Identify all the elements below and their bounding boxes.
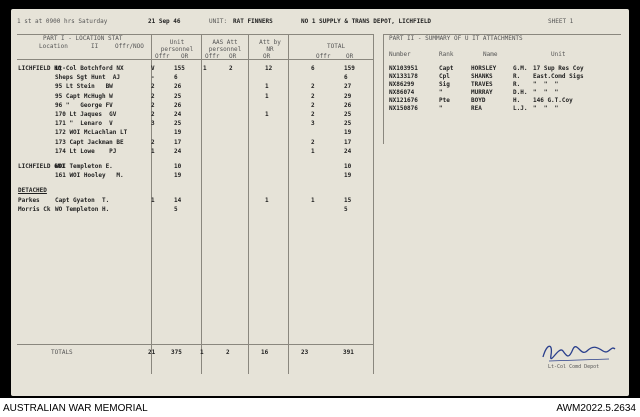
att-initials: R. bbox=[513, 81, 521, 88]
row-ii: 2 bbox=[151, 92, 155, 100]
row-unit-or: 26 bbox=[174, 101, 182, 109]
row-unit-or: 26 bbox=[174, 83, 182, 91]
rule-col-4 bbox=[288, 34, 289, 374]
totals-unit-or: 375 bbox=[171, 349, 182, 356]
row-unit-or: 19 bbox=[174, 172, 182, 180]
row-unit-or: 17 bbox=[174, 138, 182, 146]
row-total-offr: 1 bbox=[311, 196, 315, 204]
att-name: TRAVES bbox=[471, 81, 493, 88]
date: 21 Sep 46 bbox=[148, 18, 181, 25]
totals-att-or: 2 bbox=[226, 349, 230, 356]
row-unit-or: 25 bbox=[174, 92, 182, 100]
col-total-offr: Offr bbox=[316, 53, 331, 60]
totals-offr: 23 bbox=[301, 349, 309, 356]
att-number: NX86074 bbox=[389, 89, 415, 96]
row-unit-or: 5 bbox=[174, 205, 178, 213]
row-name: Lt-Col Botchford NX bbox=[55, 65, 124, 72]
att-rank: Sig bbox=[439, 81, 450, 88]
row-ii: 1 bbox=[151, 147, 155, 155]
row-ii: 1 bbox=[151, 196, 155, 204]
att-name: REA bbox=[471, 105, 482, 112]
row-total-offr: 2 bbox=[311, 83, 315, 91]
row-name: 96 " George FV bbox=[55, 101, 113, 109]
row-name: 95 Lt Stein BW bbox=[55, 83, 113, 91]
col-rank: Rank bbox=[439, 51, 454, 58]
row-total-offr: 2 bbox=[311, 101, 315, 109]
row-total-offr: 1 bbox=[311, 147, 315, 155]
row-name: 174 Lt Lowe PJ bbox=[55, 147, 117, 155]
att-initials: D.H. bbox=[513, 89, 528, 96]
row-unit-or: 25 bbox=[174, 120, 182, 128]
row-name: Capt Gyaton T. bbox=[55, 196, 110, 204]
row-ii: 2 bbox=[151, 101, 155, 109]
col-location: Location bbox=[39, 43, 68, 50]
row-name: 161 WOI Hooley M. bbox=[55, 172, 124, 180]
col-name: Name bbox=[483, 51, 498, 58]
row-name: 173 Capt Jackman BE bbox=[55, 138, 124, 146]
unit-label: UNIT: bbox=[209, 18, 228, 25]
row-total-or: 27 bbox=[344, 83, 352, 91]
row-name: 171 " Lenaro V bbox=[55, 120, 113, 128]
totals-att-offr: 1 bbox=[200, 349, 204, 356]
row-unit-or: 155 bbox=[174, 65, 185, 72]
row-unit-or: 6 bbox=[174, 74, 178, 82]
row-att-or: 2 bbox=[229, 65, 233, 72]
row-location: Parkes bbox=[18, 196, 40, 204]
att-initials: G.M. bbox=[513, 65, 528, 72]
att-initials: H. bbox=[513, 97, 521, 104]
row-att-by: 12 bbox=[265, 65, 273, 72]
footer-accession: AWM2022.5.2634 bbox=[556, 403, 636, 414]
att-number: NX133178 bbox=[389, 73, 418, 80]
row-ii: 3 bbox=[151, 120, 155, 128]
att-unit: " " " bbox=[533, 81, 559, 88]
col-att-or: OR bbox=[229, 53, 237, 60]
col-unit: Unit bbox=[551, 51, 566, 58]
row-ii: 2 bbox=[151, 138, 155, 146]
att-name: BOYD bbox=[471, 97, 486, 104]
rule-col-5 bbox=[373, 34, 374, 374]
col-number: Number bbox=[389, 51, 411, 58]
col-unit-offr: Offr bbox=[155, 53, 170, 60]
part2-title: PART II - SUMMARY OF U IT ATTACHMENTS bbox=[389, 35, 523, 42]
row-unit-or: 10 bbox=[174, 163, 182, 170]
row-total-offr: 3 bbox=[311, 120, 315, 128]
row-total-offr: 2 bbox=[311, 111, 315, 118]
row-total-or: 19 bbox=[344, 129, 352, 137]
att-initials: L.J. bbox=[513, 105, 528, 112]
col-offr: Offr/NOO bbox=[115, 43, 144, 50]
att-initials: R. bbox=[513, 73, 521, 80]
row-att-offr: 1 bbox=[203, 65, 207, 72]
row-unit-or: 24 bbox=[174, 147, 182, 155]
row-ii: 2 bbox=[151, 83, 155, 91]
row-total-or: 29 bbox=[344, 92, 352, 100]
row-location: LICHFIELD HQ bbox=[18, 65, 62, 72]
att-number: NX150876 bbox=[389, 105, 418, 112]
row-att-by: 1 bbox=[265, 196, 269, 204]
att-unit: " " " bbox=[533, 89, 559, 96]
totals-ii: 21 bbox=[148, 349, 156, 356]
rule-part2-left bbox=[383, 34, 384, 144]
row-total-or: 17 bbox=[344, 138, 352, 146]
rule-col-3 bbox=[248, 34, 249, 374]
col-att-personnel: AAS Att personnel bbox=[208, 39, 242, 53]
footer-bar bbox=[0, 398, 640, 417]
unit-full: NO 1 SUPPLY & TRANS DEPOT, LICHFIELD bbox=[301, 18, 432, 25]
row-location: Morris Ck bbox=[18, 205, 51, 213]
row-total-or: 26 bbox=[344, 101, 352, 109]
att-name: SHANKS bbox=[471, 73, 493, 80]
att-rank: Cpl bbox=[439, 73, 450, 80]
rule-totals bbox=[17, 344, 373, 345]
att-name: MURRAY bbox=[471, 89, 493, 96]
row-name: WO Templeton H. bbox=[55, 205, 110, 213]
signature-caption: Lt-Col Comd Depot bbox=[548, 364, 600, 370]
row-name: 170 Lt Jaques GV bbox=[55, 111, 117, 118]
row-ii: - bbox=[151, 74, 155, 82]
row-total-or: 5 bbox=[344, 205, 348, 213]
row-unit-or: 24 bbox=[174, 111, 182, 118]
row-total-or: 24 bbox=[344, 147, 352, 155]
sheet-number: SHEET 1 bbox=[548, 18, 574, 25]
att-unit: 146 G.T.Coy bbox=[533, 97, 573, 104]
att-rank: Pte bbox=[439, 97, 450, 104]
row-total-or: 15 bbox=[344, 196, 352, 204]
row-location: DETACHED bbox=[18, 187, 47, 195]
row-unit-or: 19 bbox=[174, 129, 182, 137]
totals-att-by: 16 bbox=[261, 349, 269, 356]
row-name: 95 Capt McHugh W bbox=[55, 92, 113, 100]
att-rank: " bbox=[439, 89, 443, 96]
document-page bbox=[11, 9, 629, 396]
row-total-offr: 2 bbox=[311, 138, 315, 146]
att-rank: " bbox=[439, 105, 443, 112]
footer-institution: AUSTRALIAN WAR MEMORIAL bbox=[3, 403, 148, 414]
handwritten-signature bbox=[539, 339, 619, 367]
att-number: NX103951 bbox=[389, 65, 418, 72]
row-unit-or: 14 bbox=[174, 196, 182, 204]
col-ii: II bbox=[91, 43, 99, 50]
col-att-by: Att by NR bbox=[259, 39, 281, 53]
att-name: HORSLEY bbox=[471, 65, 497, 72]
att-rank: Capt bbox=[439, 65, 454, 72]
row-ii: V bbox=[151, 65, 155, 72]
unit-name: RAT FINNERS bbox=[233, 18, 273, 25]
row-total-or: 10 bbox=[344, 163, 352, 170]
col-att-by-or: OR bbox=[263, 53, 271, 60]
row-ii: 2 bbox=[151, 111, 155, 118]
rule-col-2 bbox=[201, 34, 202, 374]
col-total: TOTAL bbox=[327, 43, 346, 50]
row-att-by: 1 bbox=[265, 92, 269, 100]
row-total-or: 159 bbox=[344, 65, 355, 72]
row-total-or: 19 bbox=[344, 172, 352, 180]
col-unit-personnel: Unit personnel bbox=[160, 39, 194, 53]
row-name: Sheps Sgt Hunt AJ bbox=[55, 74, 121, 82]
row-total-or: 25 bbox=[344, 120, 352, 128]
row-total-or: 25 bbox=[344, 111, 352, 118]
totals-label: TOTALS bbox=[51, 349, 73, 356]
row-att-by: 1 bbox=[265, 83, 269, 91]
att-number: NX86299 bbox=[389, 81, 415, 88]
row-total-offr: 6 bbox=[311, 65, 315, 72]
row-total-or: 6 bbox=[344, 74, 348, 82]
row-location: LICHFIELD 681 bbox=[18, 163, 65, 170]
row-total-offr: 2 bbox=[311, 92, 315, 100]
row-name: 172 WOI McLachlan LT bbox=[55, 129, 128, 137]
col-total-or: OR bbox=[346, 53, 354, 60]
att-unit: 17 Sup Res Coy bbox=[533, 65, 584, 72]
date-line: 1 st at 0900 hrs Saturday bbox=[17, 18, 108, 25]
att-unit: East.Comd Sigs bbox=[533, 73, 584, 80]
col-unit-or: OR bbox=[181, 53, 189, 60]
row-name: WOI Templeton E. bbox=[55, 163, 113, 170]
part1-title: PART I - LOCATION STAT bbox=[43, 35, 123, 42]
att-number: NX121676 bbox=[389, 97, 418, 104]
row-att-by: 1 bbox=[265, 111, 269, 118]
col-att-offr: Offr bbox=[205, 53, 220, 60]
att-unit: " " " bbox=[533, 105, 559, 112]
totals-or: 391 bbox=[343, 349, 354, 356]
